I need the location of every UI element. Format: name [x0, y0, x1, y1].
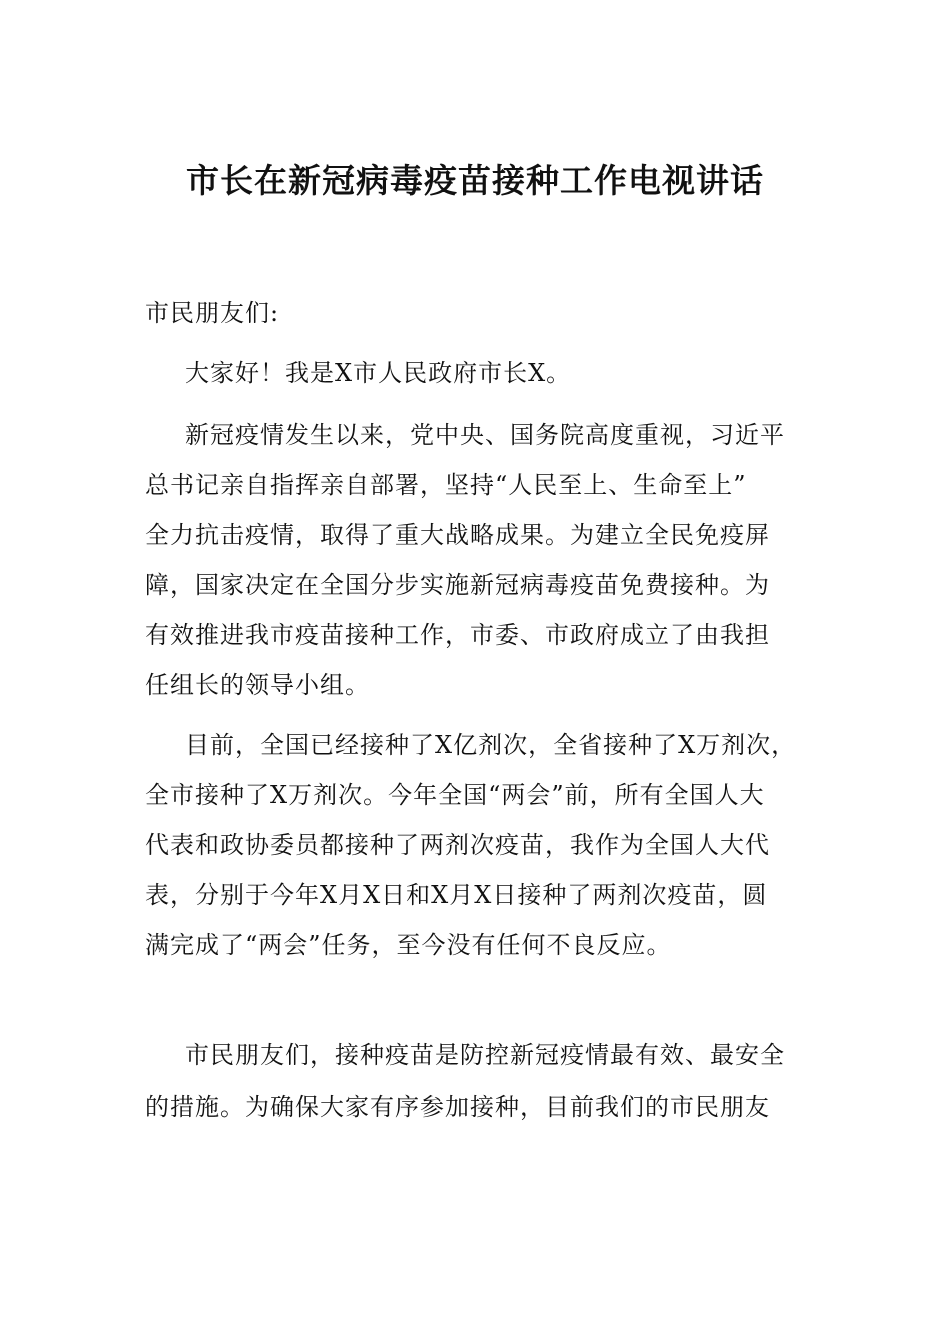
- paragraph-line: 总书记亲自指挥亲自部署，坚持“人民至上、生命至上”: [145, 471, 747, 499]
- document-title: 市长在新冠病毒疫苗接种工作电视讲话: [186, 161, 764, 200]
- paragraph-line: 表，分别于今年X月X日和X月X日接种了两剂次疫苗，圆: [145, 881, 768, 909]
- paragraph-line: 任组长的领导小组。: [145, 671, 370, 699]
- paragraph-line: 代表和政协委员都接种了两剂次疫苗，我作为全国人大代: [145, 831, 770, 859]
- paragraph-line: 市民朋友们，接种疫苗是防控新冠疫情最有效、最安全: [185, 1041, 785, 1069]
- paragraph-line: 的措施。为确保大家有序参加接种，目前我们的市民朋友: [145, 1093, 770, 1121]
- paragraph-line: 新冠疫情发生以来，党中央、国务院高度重视，习近平: [185, 421, 785, 449]
- paragraph-line: 大家好！我是X市人民政府市长X。: [185, 359, 572, 387]
- paragraph-line: 有效推进我市疫苗接种工作，市委、市政府成立了由我担: [145, 621, 770, 649]
- paragraph-line: 目前，全国已经接种了X亿剂次，全省接种了X万剂次，: [185, 731, 797, 759]
- paragraph-line: 全力抗击疫情，取得了重大战略成果。为建立全民免疫屏: [145, 521, 770, 549]
- greeting: 市民朋友们:: [145, 299, 280, 327]
- paragraph-line: 全市接种了X万剂次。今年全国“两会”前，所有全国人大: [145, 781, 765, 809]
- paragraph-line: 障，国家决定在全国分步实施新冠病毒疫苗免费接种。为: [145, 571, 770, 599]
- paragraph-line: 满完成了“两会”任务，至今没有任何不良反应。: [145, 931, 672, 959]
